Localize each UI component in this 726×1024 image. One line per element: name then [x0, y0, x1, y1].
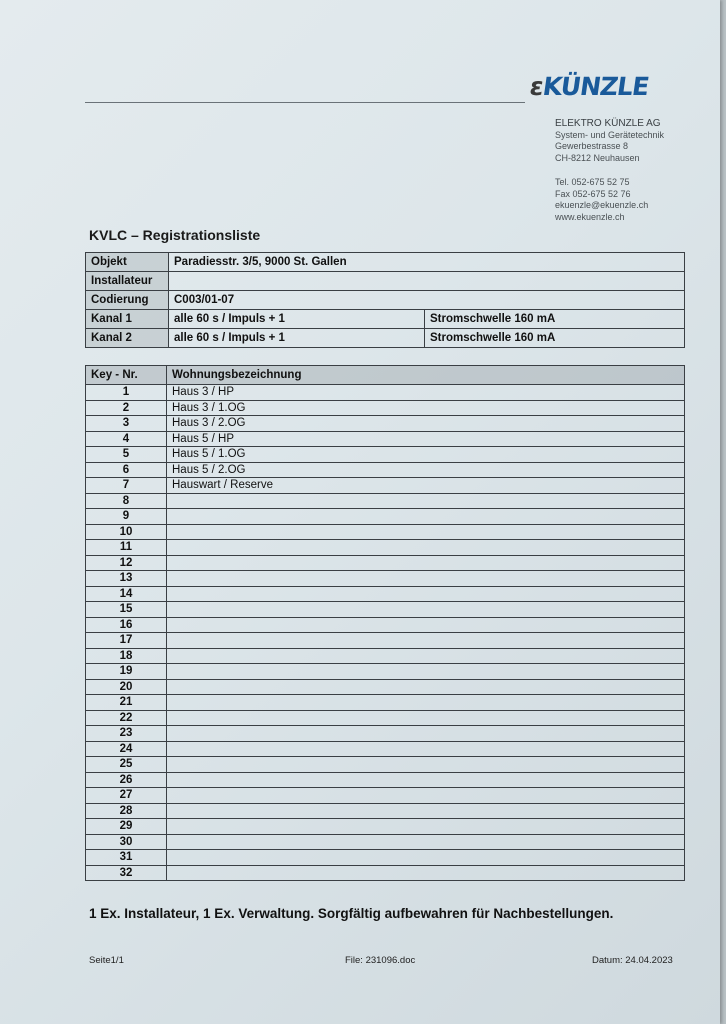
apartment-name: Haus 3 / 2.OG — [167, 416, 685, 432]
key-row — [86, 772, 685, 788]
apartment-name — [167, 788, 685, 804]
info-label: Objekt — [86, 253, 169, 272]
key-row — [86, 447, 685, 463]
key-column-header: Key - Nr. — [86, 366, 167, 385]
company-address — [555, 118, 664, 164]
company-name: ELEKTRO KÜNZLE AG — [555, 118, 661, 129]
key-row — [86, 416, 685, 432]
key-number: 5 — [86, 447, 167, 463]
key-row — [86, 586, 685, 602]
key-row — [86, 493, 685, 509]
company-tel: Tel. 052-675 52 75 — [555, 177, 630, 187]
apartment-name: Haus 3 / HP — [167, 385, 685, 401]
key-row — [86, 726, 685, 742]
company-fax: Fax 052-675 52 76 — [555, 188, 631, 199]
info-label: Installateur — [86, 272, 169, 291]
key-row — [86, 865, 685, 881]
key-number: 22 — [86, 710, 167, 726]
key-number: 25 — [86, 757, 167, 773]
apartment-name — [167, 803, 685, 819]
apartment-name — [167, 726, 685, 742]
key-row — [86, 478, 685, 494]
key-row — [86, 741, 685, 757]
key-number: 32 — [86, 865, 167, 881]
page-title: KVLC – Registrationsliste — [89, 227, 261, 243]
apartment-name — [167, 850, 685, 866]
apartment-name — [167, 757, 685, 773]
key-number: 10 — [86, 524, 167, 540]
page-number: Seite1/1 — [89, 955, 124, 966]
company-line: System- und Gerätetechnik — [555, 129, 665, 140]
apartment-name — [167, 865, 685, 881]
company-street: Gewerbestrasse 8 — [555, 141, 629, 151]
info-row-objekt — [86, 253, 685, 272]
key-row — [86, 524, 685, 540]
key-number: 26 — [86, 772, 167, 788]
key-number: 31 — [86, 850, 167, 866]
info-row-installateur — [86, 272, 685, 291]
company-city: CH-8212 Neuhausen — [555, 152, 640, 163]
key-row — [86, 431, 685, 447]
apartment-name — [167, 695, 685, 711]
key-row — [86, 710, 685, 726]
key-row — [86, 633, 685, 649]
key-row — [86, 803, 685, 819]
key-number: 16 — [86, 617, 167, 633]
company-web: www.ekuenzle.ch — [555, 211, 625, 222]
apartment-name — [167, 586, 685, 602]
file-name: File: 231096.doc — [345, 955, 416, 966]
key-table — [85, 365, 685, 881]
info-row-kanal1 — [86, 310, 685, 329]
key-number: 15 — [86, 602, 167, 618]
apartment-name — [167, 617, 685, 633]
key-number: 7 — [86, 478, 167, 494]
key-number: 30 — [86, 834, 167, 850]
key-number: 8 — [86, 493, 167, 509]
key-number: 20 — [86, 679, 167, 695]
info-value: alle 60 s / Impuls + 1 — [169, 329, 425, 348]
header-rule — [85, 102, 525, 103]
key-row — [86, 400, 685, 416]
key-row — [86, 462, 685, 478]
key-row — [86, 648, 685, 664]
key-number: 2 — [86, 400, 167, 416]
key-row — [86, 695, 685, 711]
key-row — [86, 555, 685, 571]
info-row-codierung — [86, 291, 685, 310]
key-number: 12 — [86, 555, 167, 571]
company-logo: εKÜNZLE — [527, 72, 651, 101]
info-label: Kanal 1 — [86, 310, 169, 329]
info-row-kanal2 — [86, 329, 685, 348]
apartment-name — [167, 679, 685, 695]
info-value: alle 60 s / Impuls + 1 — [169, 310, 425, 329]
key-row — [86, 850, 685, 866]
key-table-header — [86, 366, 685, 385]
key-row — [86, 834, 685, 850]
key-number: 23 — [86, 726, 167, 742]
key-number: 14 — [86, 586, 167, 602]
key-number: 3 — [86, 416, 167, 432]
apartment-name: Haus 3 / 1.OG — [167, 400, 685, 416]
key-number: 9 — [86, 509, 167, 525]
key-row — [86, 540, 685, 556]
key-number: 21 — [86, 695, 167, 711]
apartment-name — [167, 664, 685, 680]
apartment-name — [167, 819, 685, 835]
footer-note: 1 Ex. Installateur, 1 Ex. Verwaltung. Sorgfältig aufbewahren für Nachbestellungen. — [89, 906, 614, 921]
key-row — [86, 664, 685, 680]
info-value — [169, 272, 685, 291]
key-row — [86, 617, 685, 633]
info-extra: Stromschwelle 160 mA — [425, 310, 685, 329]
key-number: 13 — [86, 571, 167, 587]
key-number: 4 — [86, 431, 167, 447]
company-email: ekuenzle@ekuenzle.ch — [555, 200, 649, 210]
document-date: Datum: 24.04.2023 — [592, 955, 673, 966]
key-number: 6 — [86, 462, 167, 478]
apartment-name — [167, 540, 685, 556]
key-number: 17 — [86, 633, 167, 649]
key-row — [86, 679, 685, 695]
info-extra: Stromschwelle 160 mA — [425, 329, 685, 348]
key-row — [86, 509, 685, 525]
apartment-name — [167, 648, 685, 664]
apartment-name — [167, 633, 685, 649]
apartment-name: Haus 5 / HP — [167, 431, 685, 447]
key-number: 29 — [86, 819, 167, 835]
info-label: Kanal 2 — [86, 329, 169, 348]
apartment-name: Hauswart / Reserve — [167, 478, 685, 494]
company-contact — [555, 177, 648, 223]
key-number: 1 — [86, 385, 167, 401]
apartment-name — [167, 772, 685, 788]
apartment-name — [167, 493, 685, 509]
key-row — [86, 571, 685, 587]
name-column-header: Wohnungsbezeichnung — [167, 366, 685, 385]
apartment-name: Haus 5 / 1.OG — [167, 447, 685, 463]
info-table — [85, 252, 685, 348]
apartment-name — [167, 524, 685, 540]
info-value: C003/01-07 — [169, 291, 685, 310]
key-number: 18 — [86, 648, 167, 664]
key-number: 24 — [86, 741, 167, 757]
key-number: 27 — [86, 788, 167, 804]
info-label: Codierung — [86, 291, 169, 310]
apartment-name — [167, 741, 685, 757]
key-row — [86, 788, 685, 804]
key-number: 19 — [86, 664, 167, 680]
key-row — [86, 385, 685, 401]
key-row — [86, 757, 685, 773]
key-row — [86, 819, 685, 835]
key-number: 28 — [86, 803, 167, 819]
key-table-body — [86, 385, 685, 881]
apartment-name — [167, 834, 685, 850]
key-row — [86, 602, 685, 618]
info-value: Paradiesstr. 3/5, 9000 St. Gallen — [169, 253, 685, 272]
key-number: 11 — [86, 540, 167, 556]
apartment-name — [167, 602, 685, 618]
apartment-name — [167, 555, 685, 571]
apartment-name — [167, 710, 685, 726]
apartment-name: Haus 5 / 2.OG — [167, 462, 685, 478]
apartment-name — [167, 571, 685, 587]
apartment-name — [167, 509, 685, 525]
